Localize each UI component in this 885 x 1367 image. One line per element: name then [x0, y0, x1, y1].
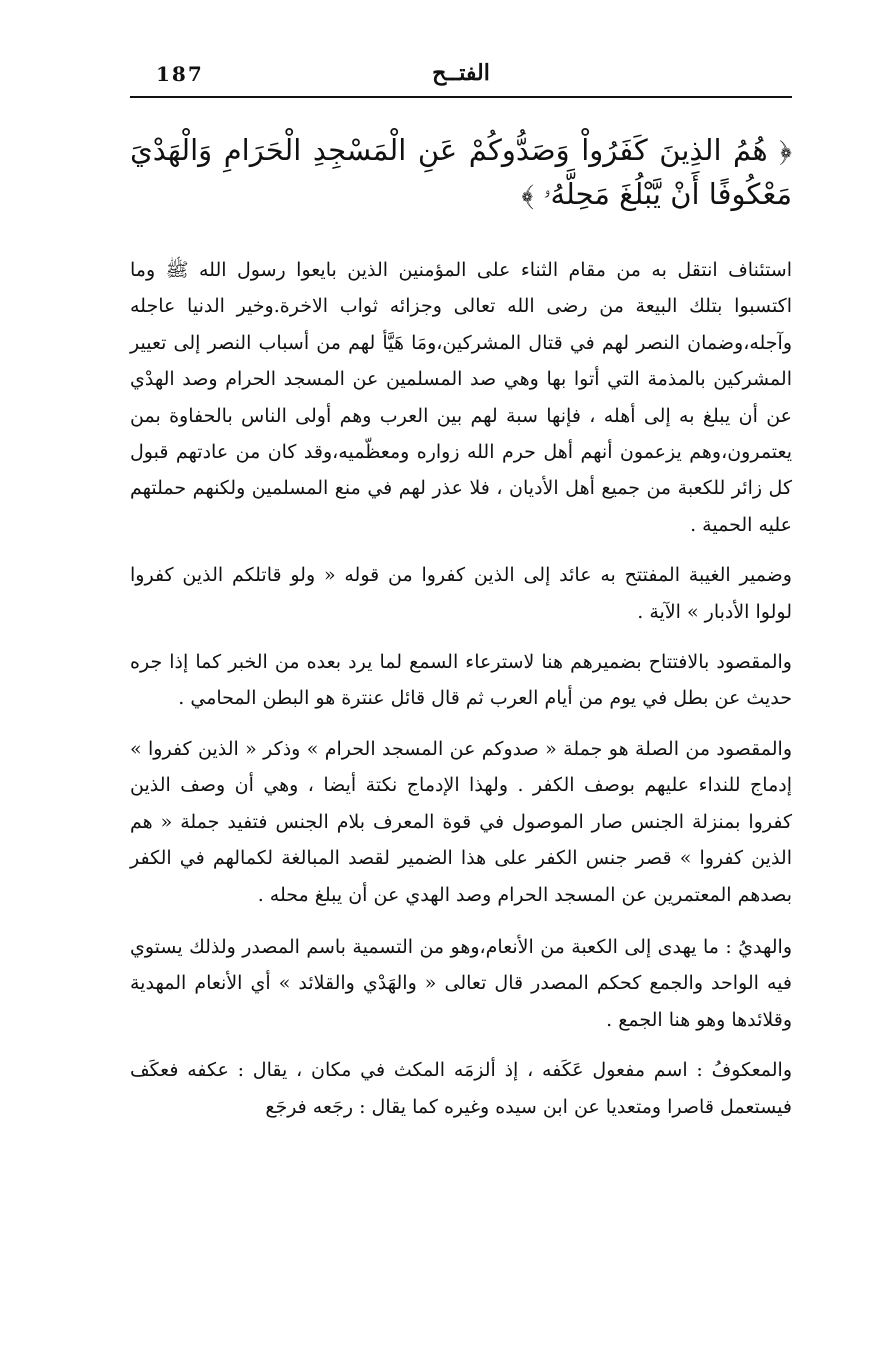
- paragraph: والهديُ : ما يهدى إلى الكعبة من الأنعام،وهو من التسمية باسم المصدر ولذلك يستوي فيه الواحد والجمع كحكم المصدر قال تعالى « والهَدْي والقلائد » أي الأنعام المهدية وقلائدها وهو هنا الجمع .: [130, 935, 792, 1031]
- page-header: [130, 58, 792, 98]
- paragraph: والمعكوفُ : اسم مفعول عَكَفه ، إذ ألزمَه المكث في مكان ، يقال : عكفه فعكَف فيستعمل قاصرا ومتعديا عن ابن سيده وغيره كما يقال : رجَعه فرجَع: [130, 1059, 792, 1118]
- commentary-text: [130, 252, 792, 1125]
- chapter-title: الفتــح: [432, 60, 490, 86]
- quran-verse: ﴿ هُمُ الذِينَ كَفَرُواْ وَصَدُّوكُمْ عَنِ الْمَسْجِدِ الْحَرَامِ وَالْهَدْيَ مَعْكُوفًا أَنْ يَّبْلُغَ مَحِلَّهُۥ ﴾: [130, 133, 792, 211]
- page-number: 187: [156, 62, 204, 86]
- paragraph: وضمير الغيبة المفتتح به عائد إلى الذين كفروا من قوله « ولو قاتلكم الذين كفروا لولوا الأدبار » الآية .: [130, 564, 792, 623]
- book-page: [130, 58, 792, 1125]
- paragraph: والمقصود من الصلة هو جملة « صدوكم عن المسجد الحرام » وذكر « الذين كفروا » إدماج للنداء عليهم بوصف الكفر . ولهذا الإدماج نكتة أيضا ، وهي أن وصف الذين كفروا بمنزلة الجنس صار الموصول في قوة المعرف بلام الجنس فتفيد جملة « هم الذين كفروا » قصر جنس الكفر على هذا الضمير لقصد المبالغة لكمالهم في الكفر بصدهم المعتمرين عن المسجد الحرام وصد الهدي عن أن يبلغ محله .: [130, 737, 792, 906]
- paragraph: والمقصود بالافتتاح بضميرهم هنا لاسترعاء السمع لما يرد بعده من الخبر كما إذا جره حديث عن بطل في يوم من أيام العرب ثم قال قائل عنترة هو البطن المحامي .: [130, 651, 792, 710]
- paragraph: استئناف انتقل به من مقام الثناء على المؤمنين الذين بايعوا رسول الله ﷺ وما اكتسبوا بتلك البيعة من رضى الله تعالى وجزائه ثواب الاخرة.وخير الدنيا عاجله وآجله،وضمان النصر لهم في قتال المشركين،ومَا هَيَّأ لهم من أسباب النصر إلى تعيير المشركين بالمذمة التي أتوا بها وهي صد المسلمين عن المسجد الحرام وصد الهدْي عن أن يبلغ به إلى أهله ، فإنها سبة لهم بين العرب وهم أولى الناس بالحفاوة بمن يعتمرون،وهم يزعمون أنهم أهل حرم الله زواره ومعظّميه،وقد كان من عادتهم قبول كل زائر للكعبة من جميع أهل الأديان ، فلا عذر لهم في منع المسلمين ولكنهم حملتهم عليه الحمية .: [130, 259, 792, 536]
